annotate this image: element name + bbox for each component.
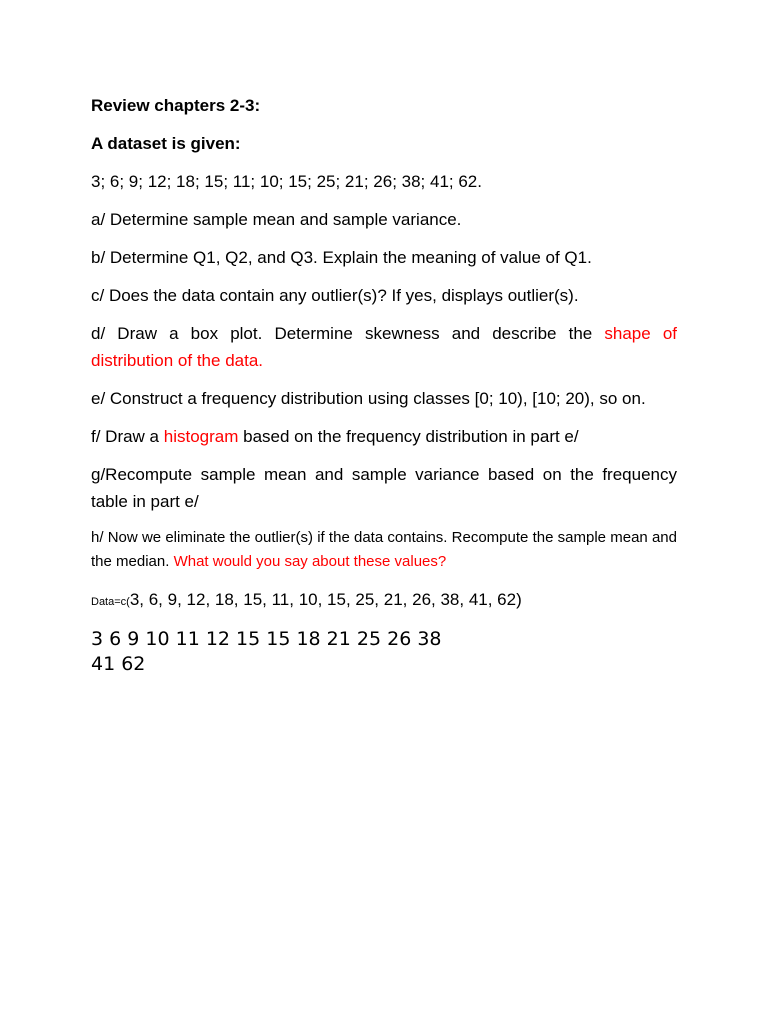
code-prefix: Data=c( xyxy=(91,596,130,608)
question-f-suffix: based on the frequency distribution in part e/ xyxy=(238,427,579,446)
question-h-text: h/ Now we eliminate the outlier(s) if the data contains. Recompute the sample mean and the median. xyxy=(91,529,677,570)
question-b: b/ Determine Q1, Q2, and Q3. Explain the meaning of value of Q1. xyxy=(91,248,592,267)
question-d xyxy=(91,320,677,374)
document-page xyxy=(91,92,677,677)
code-values: 3, 6, 9, 12, 18, 15, 11, 10, 15, 25, 21, 26, 38, 41, 62) xyxy=(129,590,522,609)
sorted-data: 3 6 9 10 11 12 15 15 18 21 25 26 38 41 62 xyxy=(91,628,442,675)
question-g: g/Recompute sample mean and sample variance based on the frequency table in part e/ xyxy=(91,465,677,511)
question-e: e/ Construct a frequency distribution using classes [0; 10), [10; 20), so on. xyxy=(91,389,646,408)
intro-heading: A dataset is given: xyxy=(91,134,241,153)
dataset-values: 3; 6; 9; 12; 18; 15; 11; 10; 15; 25; 21; 26; 38; 41; 62. xyxy=(91,172,482,191)
code-line xyxy=(91,586,677,616)
question-f-highlight: histogram xyxy=(163,427,239,446)
question-h xyxy=(91,526,677,574)
question-d-highlight: shape of distribution of the data. xyxy=(91,324,677,370)
question-d-text: d/ Draw a box plot. Determine skewness and describe the xyxy=(91,324,605,343)
question-f xyxy=(91,423,677,450)
question-h-highlight: What would you say about these values? xyxy=(173,553,447,570)
question-a: a/ Determine sample mean and sample variance. xyxy=(91,210,462,229)
question-f-text: f/ Draw a xyxy=(91,427,164,446)
page-title: Review chapters 2-3: xyxy=(91,96,261,115)
question-c: c/ Does the data contain any outlier(s)? If yes, displays outlier(s). xyxy=(91,286,579,305)
